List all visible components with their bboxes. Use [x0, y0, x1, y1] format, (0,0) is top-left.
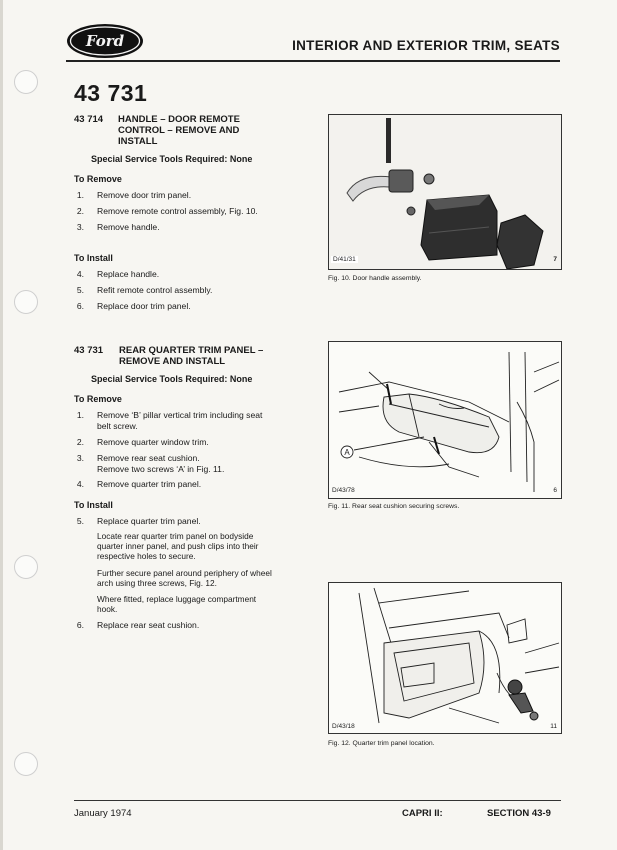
paragraph-line: arch using three screws, Fig. 12. — [97, 578, 217, 589]
ford-logo — [66, 23, 144, 59]
step-text: Refit remote control assembly. — [97, 285, 213, 295]
section2-special-tools: Special Service Tools Required: None — [91, 374, 253, 384]
paragraph-line: quarter inner panel, and push clips into their — [97, 541, 259, 552]
install-paragraph — [97, 594, 256, 614]
section1-remove-heading: To Remove — [74, 174, 122, 184]
page-number: 43 731 — [74, 80, 148, 106]
install-paragraph — [97, 531, 258, 562]
step-text: Replace rear seat cushion. — [97, 620, 200, 630]
step-number: 4. — [76, 269, 84, 279]
punch-hole — [14, 555, 38, 579]
paragraph-line: hook. — [97, 604, 118, 615]
section2-title — [119, 345, 263, 367]
step-number: 1. — [76, 190, 84, 200]
step-number: 1. — [76, 410, 84, 420]
install-paragraph — [97, 568, 272, 588]
step-number: 3. — [76, 453, 84, 463]
step-number: 3. — [76, 222, 84, 232]
paragraph-line: Where fitted, replace luggage compartment — [97, 594, 257, 604]
punch-hole — [14, 70, 38, 94]
section2-install-heading: To Install — [74, 500, 113, 510]
figure-12 — [328, 582, 562, 734]
section2-remove-heading: To Remove — [74, 394, 122, 404]
logo-text: Ford — [85, 32, 125, 50]
section1-number: 43 714 — [74, 114, 104, 125]
figure-corner-number: 7 — [553, 256, 557, 263]
section1-title-line: HANDLE – DOOR REMOTE — [118, 114, 240, 125]
section2-title-line: REAR QUARTER TRIM PANEL – — [119, 345, 264, 356]
step-number: 2. — [76, 206, 84, 216]
section1-title-line: INSTALL — [118, 136, 158, 147]
step-text: Replace handle. — [97, 269, 160, 279]
footer-section: SECTION 43-9 — [487, 808, 551, 819]
step-number: 6. — [76, 301, 84, 311]
step-text: Remove handle. — [97, 222, 160, 232]
header-rule — [66, 60, 560, 62]
step-line: Remove ‘B’ pillar vertical trim including seat — [97, 410, 263, 420]
section1-title-line: CONTROL – REMOVE AND — [118, 125, 240, 136]
section2-number: 43 731 — [74, 345, 104, 356]
footer-rule — [74, 800, 561, 801]
paragraph-line: Locate rear quarter trim panel on bodyside — [97, 531, 254, 541]
figure-ref: D/41/31 — [333, 256, 356, 263]
step-line: belt screw. — [97, 420, 138, 431]
step-text: Remove quarter window trim. — [97, 437, 209, 447]
figure-11 — [328, 341, 562, 499]
footer-date: January 1974 — [74, 808, 132, 819]
figure-ref: D/43/18 — [332, 723, 355, 730]
step-text: Remove door trim panel. — [97, 190, 192, 200]
punch-hole — [14, 290, 38, 314]
section2-title-line: REMOVE AND INSTALL — [119, 356, 226, 367]
step-number: 5. — [76, 516, 84, 526]
step-number: 5. — [76, 285, 84, 295]
punch-hole — [14, 752, 38, 776]
step-text: Replace quarter trim panel. — [97, 516, 201, 526]
section1-special-tools: Special Service Tools Required: None — [91, 154, 253, 164]
step-text: Remove remote control assembly, Fig. 10. — [97, 206, 258, 216]
quarter-trim-illustration — [329, 583, 561, 733]
paragraph-line: Further secure panel around periphery of wheel — [97, 568, 272, 578]
step-line: Remove rear seat cushion. — [97, 453, 200, 463]
figure-corner-number: 6 — [553, 487, 557, 494]
figure-10 — [328, 114, 562, 270]
step-number: 6. — [76, 620, 84, 630]
step-text: Replace door trim panel. — [97, 301, 191, 311]
callout-a: A — [344, 448, 350, 457]
figure-caption: Fig. 12. Quarter trim panel location. — [328, 740, 435, 747]
step-line: Remove two screws ‘A’ in Fig. 11. — [97, 463, 225, 474]
rear-seat-illustration — [329, 342, 561, 498]
step-number: 4. — [76, 479, 84, 489]
step-text — [97, 453, 224, 474]
figure-corner-number: 11 — [550, 723, 557, 730]
step-text — [97, 410, 262, 431]
section1-install-heading: To Install — [74, 253, 113, 263]
figure-caption: Fig. 11. Rear seat cushion securing screws. — [328, 503, 460, 510]
step-text: Remove quarter trim panel. — [97, 479, 202, 489]
footer-model: CAPRI II: — [402, 808, 443, 819]
paragraph-line: respective holes to secure. — [97, 551, 196, 562]
page-edge — [0, 0, 3, 850]
step-number: 2. — [76, 437, 84, 447]
section1-title — [118, 114, 240, 147]
figure-caption: Fig. 10. Door handle assembly. — [328, 275, 422, 282]
figure-ref: D/43/78 — [332, 487, 355, 494]
door-handle-illustration — [329, 115, 561, 269]
header-title: INTERIOR AND EXTERIOR TRIM, SEATS — [292, 38, 560, 53]
